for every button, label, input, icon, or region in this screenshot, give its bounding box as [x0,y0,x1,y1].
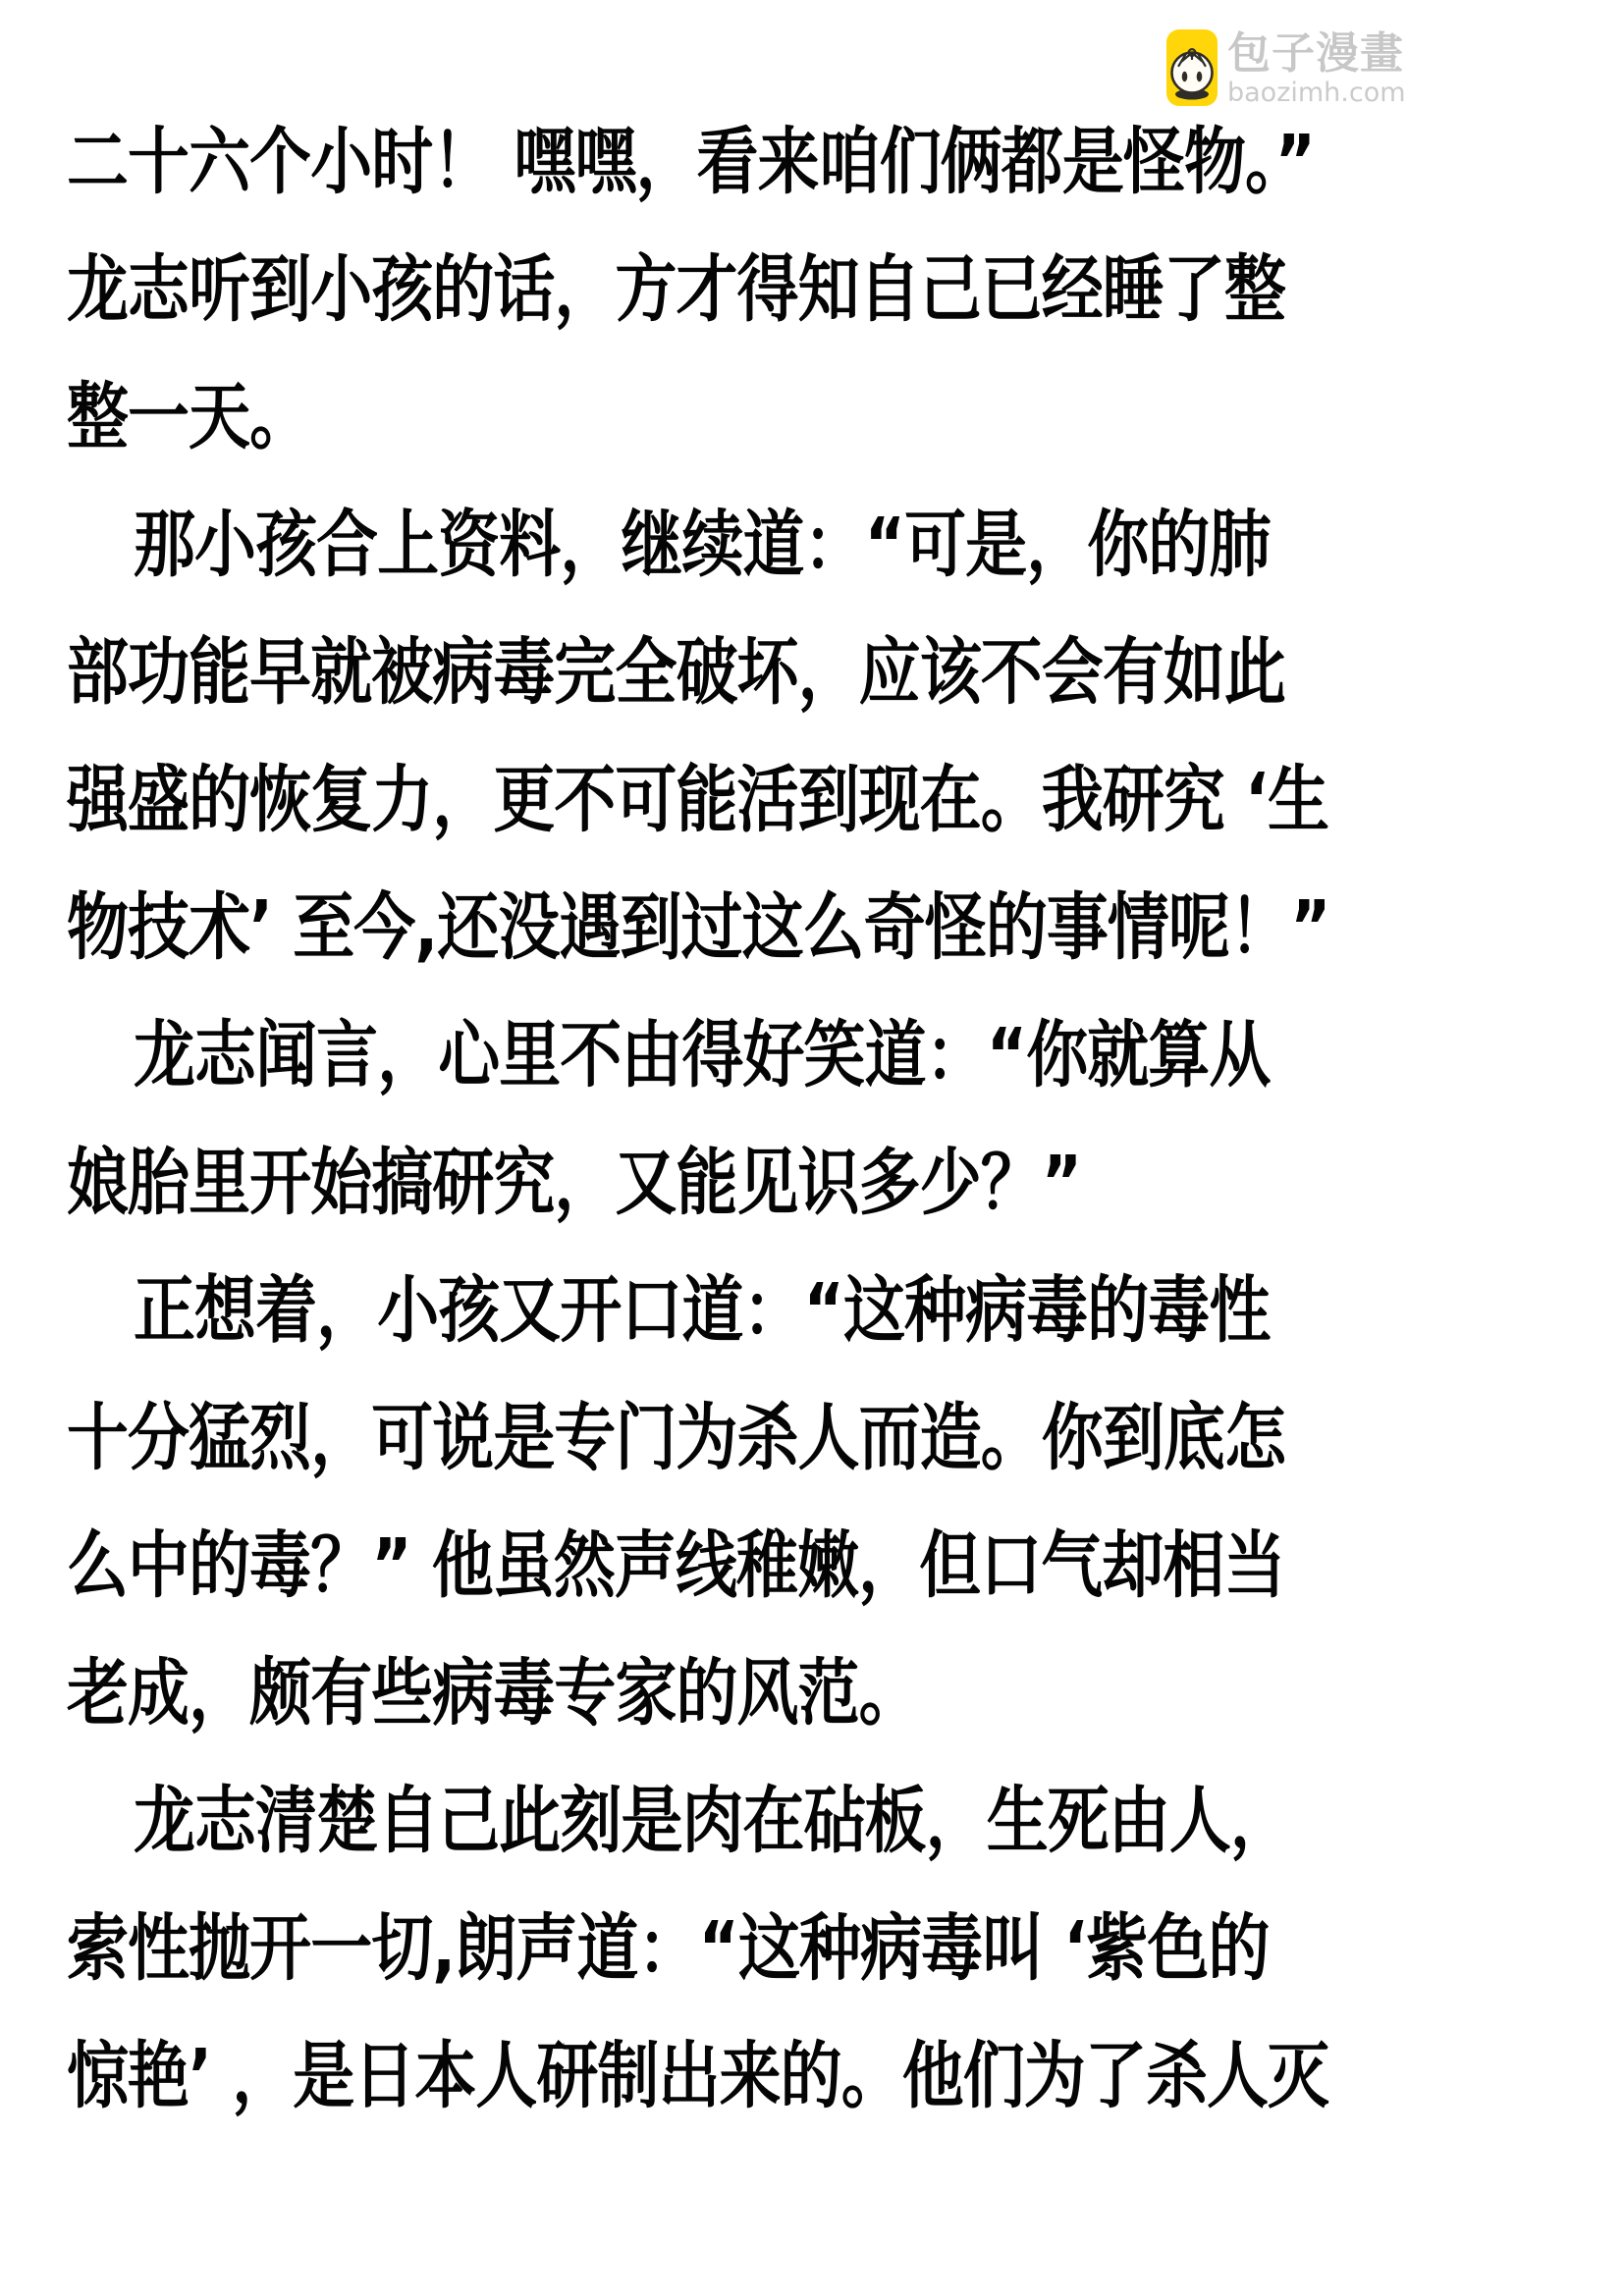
baozi-bun-icon [1166,29,1218,106]
text-line: 正想着，小孩又开口道：“这种病毒的毒性 [134,1268,1271,1353]
text-line: 二十六个小时！ 嘿嘿，看来咱们俩都是怪物。” [67,120,1316,204]
brand-url: baozimh.com [1227,78,1406,108]
text-line: 强盛的恢复力，更不可能活到现在。我研究 ‘生 [67,758,1329,842]
text-block [67,98,1598,2140]
brand-name: 包子漫畫 [1227,28,1404,79]
text-line: 么中的毒？” 他虽然声线稚嫩，但口气却相当 [67,1523,1285,1608]
text-line: 娘胎里开始搞研究，又能见识多少？” [67,1141,1082,1225]
text-line: 惊艳’ ，是日本人研制出来的。他们为了杀人灭 [67,2034,1329,2118]
text-line: 索性抛开一切,朗声道：“这种病毒叫 ‘紫色的 [67,1906,1270,1991]
brand-text [1227,29,1406,107]
text-line: 龙志闻言，心里不由得好笑道：“你就算从 [134,1013,1271,1097]
watermark [1166,29,1406,107]
text-line: 整一天。 [67,375,311,459]
text-line: 龙志清楚自己此刻是肉在砧板，生死由人， [134,1779,1291,1863]
text-line: 部功能早就被病毒完全破坏，应该不会有如此 [67,630,1285,715]
text-line: 老成，颇有些病毒专家的风范。 [67,1651,920,1735]
text-line: 物技术’ 至今,还没遇到过这么奇怪的事情呢！” [67,885,1330,970]
text-line: 十分猛烈，可说是专门为杀人而造。你到底怎 [67,1396,1285,1480]
text-line: 龙志听到小孩的话，方才得知自己已经睡了整 [67,247,1285,332]
text-line: 那小孩合上资料，继续道：“可是，你的肺 [134,503,1271,587]
